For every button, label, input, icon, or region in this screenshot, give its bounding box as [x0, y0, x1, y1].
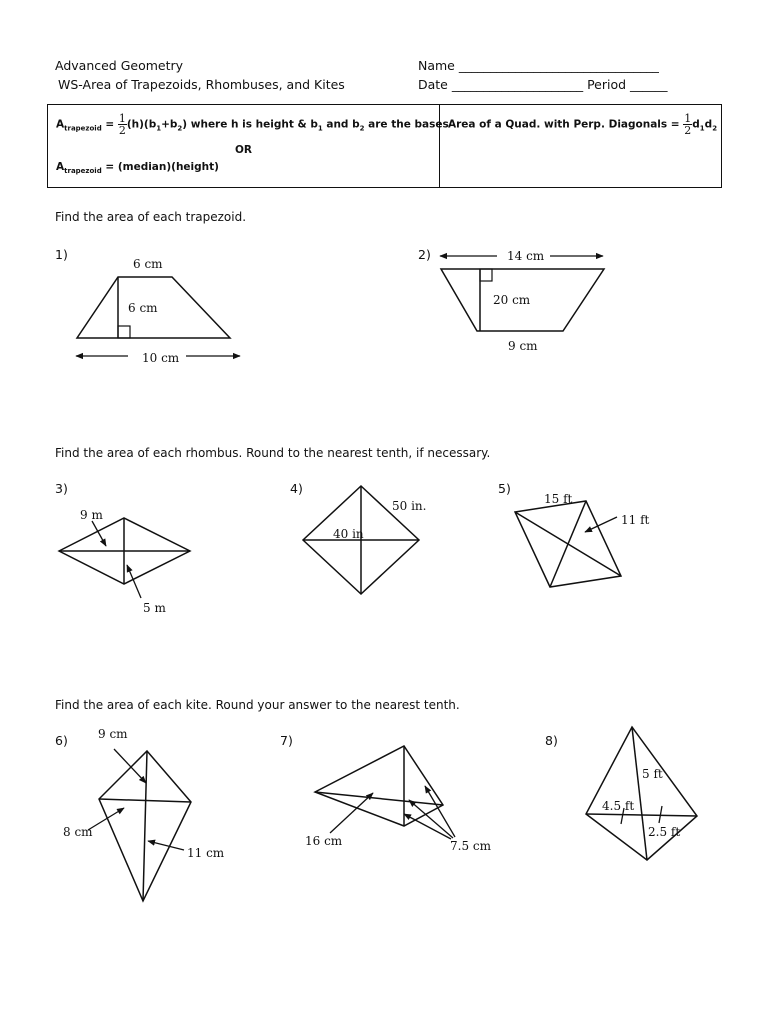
p7-label-b: 7.5 cm [450, 839, 491, 853]
problem-number-1: 1) [55, 247, 68, 262]
problem-number-2: 2) [418, 247, 431, 262]
or-label: OR [235, 144, 253, 156]
p6-label-a: 9 cm [98, 727, 128, 741]
kite-instructions: Find the area of each kite. Round your answer to the nearest tenth. [55, 698, 460, 712]
p1-base-label: 10 cm [142, 351, 180, 365]
course-title: Advanced Geometry [55, 58, 184, 73]
p5-label-b: 11 ft [621, 513, 650, 527]
half-fraction: $\frac{1}{2}$ [118, 112, 126, 137]
p2-top-label: 14 cm [507, 249, 545, 263]
trap-subscript: trapezoid [64, 124, 102, 133]
trapezoid-figure-1 [76, 277, 240, 356]
p7-label-a: 16 cm [305, 834, 343, 848]
trapezoid-instructions: Find the area of each trapezoid. [55, 210, 247, 224]
p3-label-a: 9 m [80, 508, 103, 522]
kite-figure-7 [315, 746, 455, 839]
quad-formula: Area of a Quad. with Perp. Diagonals = $\frac{1}{2}$ $d_1d_2$ [448, 112, 718, 137]
kite-figure-8 [586, 727, 697, 860]
p2-base-label: 9 cm [508, 339, 538, 353]
p4-label-b: 40 in [333, 527, 364, 541]
trap1-end: and b [322, 118, 360, 131]
rhombus-instructions: Find the area of each rhombus. Round to the nearest tenth, if necessary. [55, 446, 491, 460]
quad-label: Area of a Quad. with Perp. Diagonals = [448, 118, 680, 131]
p8-label-c: 2.5 ft [648, 825, 681, 839]
trapezoid-formula-1: $A_{trapezoid}$ = $\frac{1}{2}$ $(h)(b_1+b_2)$ where h is height & $b_1$ and $b_2$ are the bases [56, 112, 449, 137]
p8-label-b: 4.5 ft [602, 799, 635, 813]
p1-height-label: 6 cm [128, 301, 158, 315]
p8-label-a: 5 ft [642, 767, 663, 781]
rhombus-figure-5 [515, 501, 621, 587]
p5-label-a: 15 ft [544, 492, 573, 506]
half-fraction-2: $\frac{1}{2}$ [684, 112, 692, 137]
p2-height-label: 20 cm [493, 293, 531, 307]
problem-number-4: 4) [290, 481, 303, 496]
kite-figure-6 [88, 749, 191, 901]
p1-top-label: 6 cm [133, 257, 163, 271]
trap1-rest: where h is height & b [187, 118, 318, 131]
trap1-expr: (h)(b [126, 118, 157, 131]
p6-label-b: 8 cm [63, 825, 93, 839]
p6-label-c: 11 cm [187, 846, 225, 860]
rhombus-figure-3 [59, 518, 190, 598]
date-period-field[interactable]: Date _____________________ Period ______ [418, 77, 668, 92]
p4-label-a: 50 in. [392, 499, 427, 513]
name-field[interactable]: Name ________________________________ [418, 58, 659, 73]
problem-number-8: 8) [545, 733, 558, 748]
problem-number-3: 3) [55, 481, 68, 496]
p3-label-b: 5 m [143, 601, 166, 615]
worksheet-title: WS-Area of Trapezoids, Rhombuses, and Kites [58, 77, 345, 92]
trap1-tail: are the bases [364, 118, 449, 131]
trap2-expr: = (median)(height) [101, 161, 219, 173]
problem-number-5: 5) [498, 481, 511, 496]
trapezoid-formula-2: $A_{trapezoid}$ = (median)(height) [56, 161, 219, 176]
problem-number-7: 7) [280, 733, 293, 748]
problem-number-6: 6) [55, 733, 68, 748]
